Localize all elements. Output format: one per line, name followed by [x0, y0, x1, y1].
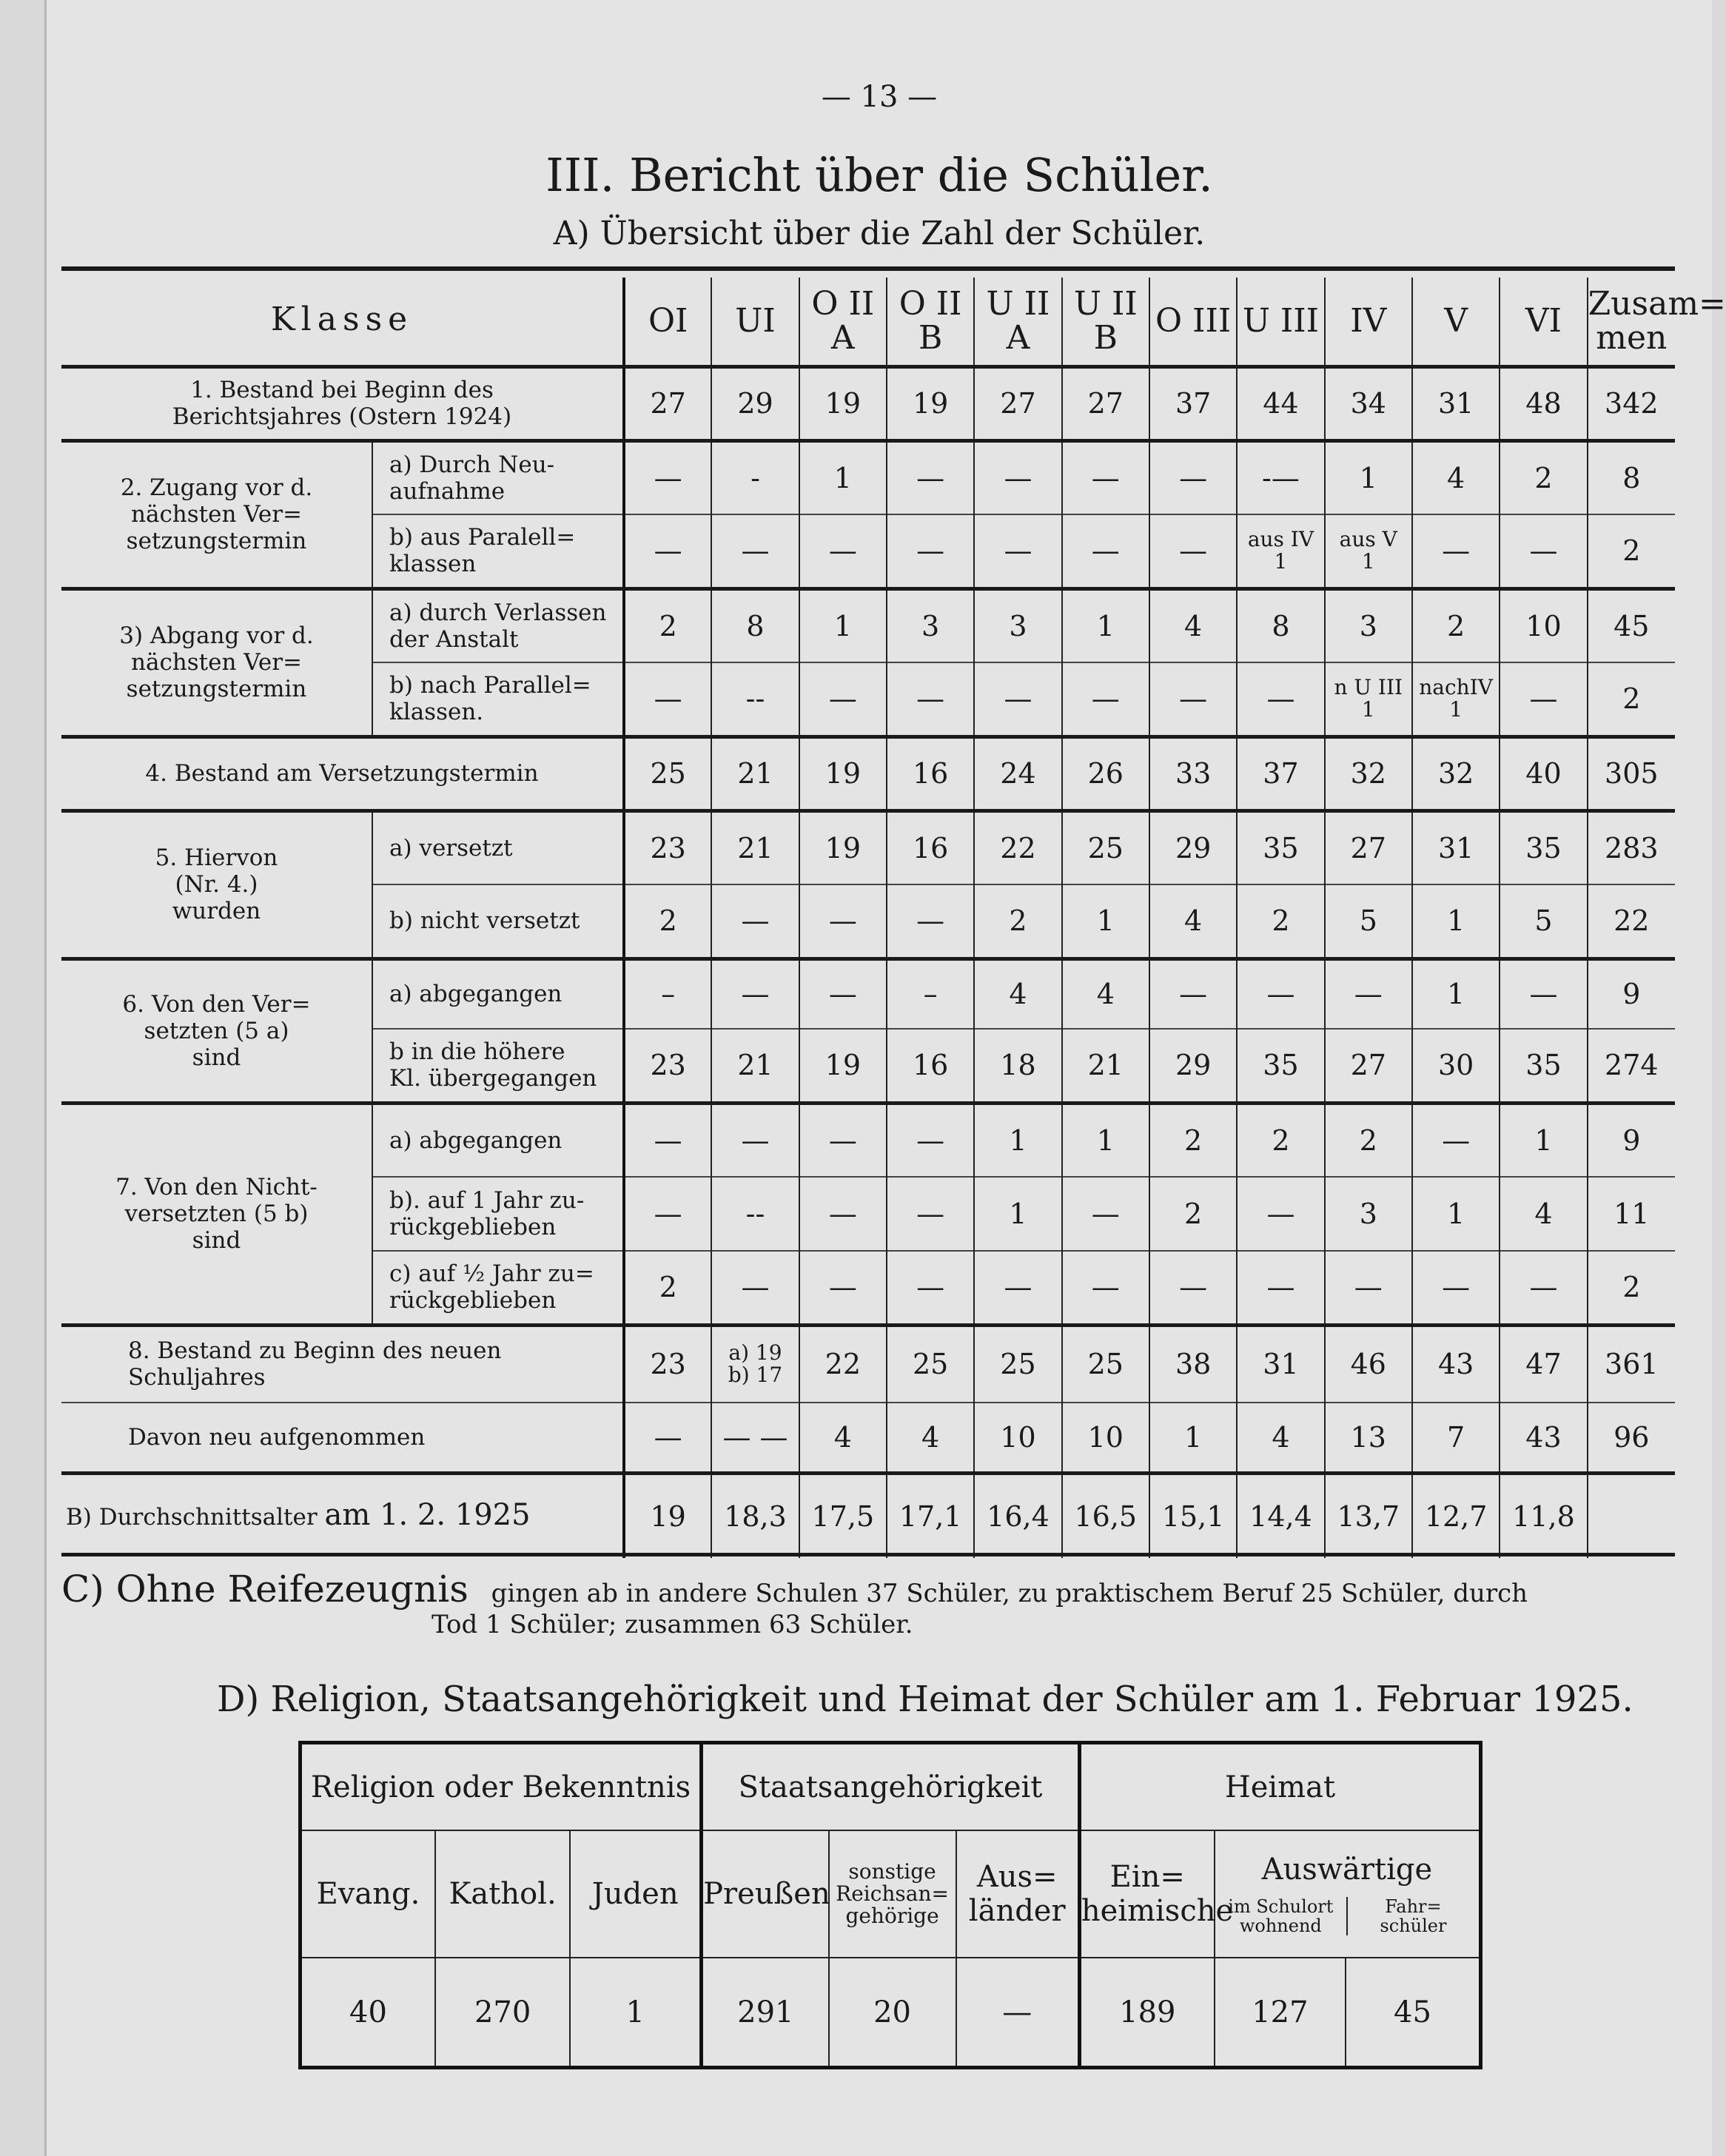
- table-cell: —: [1062, 1177, 1149, 1251]
- table-cell: —: [1149, 662, 1237, 736]
- rel-value: 45: [1346, 1958, 1481, 2068]
- table-cell: nachIV 1: [1412, 662, 1500, 736]
- rel-value: 40: [300, 1958, 435, 2068]
- table-cell: —: [624, 440, 711, 514]
- table-cell: 2: [1149, 1103, 1237, 1177]
- document-page: [44, 0, 1726, 2156]
- row-sublabel: a) abgegangen: [372, 1103, 624, 1177]
- table-cell: aus IV 1: [1237, 514, 1324, 588]
- rel-header-religion: Religion oder Bekenntnis: [300, 1743, 702, 1831]
- table-cell: 24: [974, 736, 1061, 810]
- table-cell: —: [974, 514, 1061, 588]
- table-cell: 1: [1412, 1177, 1500, 1251]
- table-cell: 46: [1325, 1325, 1412, 1403]
- table-cell: 342: [1588, 366, 1675, 440]
- table-cell: 4: [1149, 884, 1237, 958]
- section-c: [61, 1568, 1528, 1611]
- table-cell: —: [1062, 1251, 1149, 1325]
- row-sublabel: b). auf 1 Jahr zu- rückgeblieben: [372, 1177, 624, 1251]
- table-cell: 22: [1588, 884, 1675, 958]
- table-cell: 10: [974, 1403, 1061, 1473]
- row-sublabel: b) aus Paralell= klassen: [372, 514, 624, 588]
- rel-value: 189: [1079, 1958, 1214, 2068]
- table-cell: 27: [1325, 1029, 1412, 1103]
- table-cell: 31: [1237, 1325, 1324, 1403]
- rel-value: 270: [435, 1958, 570, 2068]
- table-cell: 1: [1412, 884, 1500, 958]
- table-cell: 7: [1412, 1403, 1500, 1473]
- class-header: O II A: [799, 278, 887, 366]
- table-cell: 1: [799, 440, 887, 514]
- class-header: VI: [1500, 278, 1587, 366]
- rel-einheimische: Ein= heimische: [1079, 1830, 1214, 1958]
- table-cell: 21: [711, 736, 799, 810]
- table-cell: 1: [1062, 588, 1149, 662]
- table-cell: 19: [799, 810, 887, 884]
- table-cell: —: [1062, 440, 1149, 514]
- table-cell: 1: [1149, 1403, 1237, 1473]
- section-c-line2: Tod 1 Schüler; zusammen 63 Schüler.: [432, 1610, 913, 1639]
- table-cell: —: [887, 440, 974, 514]
- table-cell: aus V 1: [1325, 514, 1412, 588]
- table-cell: 4: [1062, 958, 1149, 1029]
- table-row: [61, 1325, 1675, 1403]
- table-cell: 30: [1412, 1029, 1500, 1103]
- header-klasse: Klasse: [270, 300, 414, 338]
- table-cell: 32: [1325, 736, 1412, 810]
- section-c-line1: gingen ab in andere Schulen 37 Schüler, zu praktischem Beruf 25 Schüler, durch: [491, 1579, 1528, 1608]
- rel-preussen: Preußen: [702, 1830, 829, 1958]
- table-cell: —: [1062, 514, 1149, 588]
- table-cell: —: [1237, 662, 1324, 736]
- table-cell: —: [1500, 514, 1587, 588]
- table-cell: 37: [1237, 736, 1324, 810]
- table-cell: —: [799, 1251, 887, 1325]
- table-cell: 16: [887, 736, 974, 810]
- row-label: 1. Bestand bei Beginn des Berichtsjahres (Ostern 1924): [61, 366, 624, 440]
- average-age-cell: 16,4: [974, 1473, 1061, 1558]
- average-age-label: B) Durchschnittsalter am 1. 2. 1925: [61, 1473, 624, 1558]
- table-cell: —: [799, 514, 887, 588]
- rule-after-table: [61, 1553, 1675, 1556]
- table-row: [61, 810, 1675, 884]
- table-cell: —: [1412, 514, 1500, 588]
- class-header: U III: [1237, 278, 1324, 366]
- table-cell: 31: [1412, 810, 1500, 884]
- table-cell: 27: [624, 366, 711, 440]
- table-cell: —: [1149, 514, 1237, 588]
- table-cell: 35: [1500, 810, 1587, 884]
- table-cell: 19: [799, 366, 887, 440]
- class-header: O III: [1149, 278, 1237, 366]
- table-cell: 4: [1412, 440, 1500, 514]
- table-cell: 25: [1062, 1325, 1149, 1403]
- rel-header-staat: Staatsangehörigkeit: [702, 1743, 1080, 1831]
- table-cell: —: [799, 1177, 887, 1251]
- average-age-cell: 11,8: [1500, 1473, 1587, 1558]
- table-cell: —: [887, 662, 974, 736]
- row-group-label: 3) Abgang vor d. nächsten Ver= setzungstermin: [61, 588, 372, 736]
- table-cell: 3: [1325, 588, 1412, 662]
- row-label: Davon neu aufgenommen: [61, 1403, 624, 1473]
- class-header: V: [1412, 278, 1500, 366]
- table-cell: —: [887, 1177, 974, 1251]
- row-sublabel: b in die höhere Kl. übergegangen: [372, 1029, 624, 1103]
- table-cell: —: [1412, 1251, 1500, 1325]
- table-cell: 3: [1325, 1177, 1412, 1251]
- table-cell: 21: [711, 810, 799, 884]
- table-cell: 4: [887, 1403, 974, 1473]
- table-cell: 23: [624, 1029, 711, 1103]
- table-cell: -—: [1237, 440, 1324, 514]
- table-cell: 43: [1500, 1403, 1587, 1473]
- table-cell: 1: [799, 588, 887, 662]
- table-cell: —: [711, 1251, 799, 1325]
- table-cell: 96: [1588, 1403, 1675, 1473]
- row-group-label: 2. Zugang vor d. nächsten Ver= setzungstermin: [61, 440, 372, 588]
- table-row: [61, 1103, 1675, 1177]
- table-cell: --: [711, 1177, 799, 1251]
- table-cell: —: [974, 662, 1061, 736]
- class-header-total: Zusam= men: [1588, 278, 1675, 366]
- class-header: OI: [624, 278, 711, 366]
- table-cell: 21: [711, 1029, 799, 1103]
- table-cell: 37: [1149, 366, 1237, 440]
- average-age-cell: 17,5: [799, 1473, 887, 1558]
- row-group-label: 5. Hiervon (Nr. 4.) wurden: [61, 810, 372, 958]
- table-cell: 10: [1500, 588, 1587, 662]
- class-header: U II B: [1062, 278, 1149, 366]
- table-cell: 31: [1412, 366, 1500, 440]
- table-cell: 2: [1588, 1251, 1675, 1325]
- rel-value: 20: [829, 1958, 956, 2068]
- table-cell: —: [624, 514, 711, 588]
- average-age-cell: 12,7: [1412, 1473, 1500, 1558]
- average-age-cell: 18,3: [711, 1473, 799, 1558]
- table-cell: --: [711, 662, 799, 736]
- table-cell: 22: [799, 1325, 887, 1403]
- average-age-cell: 14,4: [1237, 1473, 1324, 1558]
- rel-sonstige: sonstige Reichsan= gehörige: [829, 1830, 956, 1958]
- table-cell: 2: [1237, 884, 1324, 958]
- table-cell: 5: [1325, 884, 1412, 958]
- table-cell: —: [799, 1103, 887, 1177]
- table-cell: —: [1325, 1251, 1412, 1325]
- rel-evang: Evang.: [300, 1830, 435, 1958]
- table-cell: 22: [974, 810, 1061, 884]
- row-label: 8. Bestand zu Beginn des neuen Schuljahres: [61, 1325, 624, 1403]
- table-cell: —: [974, 1251, 1061, 1325]
- table-cell: —: [624, 1403, 711, 1473]
- table-cell: —: [711, 514, 799, 588]
- table-cell: –: [887, 958, 974, 1029]
- table-cell: 19: [799, 1029, 887, 1103]
- table-cell: n U III 1: [1325, 662, 1412, 736]
- table-cell: 3: [974, 588, 1061, 662]
- table-cell: 27: [974, 366, 1061, 440]
- table-cell: 2: [1412, 588, 1500, 662]
- class-header: IV: [1325, 278, 1412, 366]
- average-age-cell: 15,1: [1149, 1473, 1237, 1558]
- table-cell: 18: [974, 1029, 1061, 1103]
- table-cell: 29: [711, 366, 799, 440]
- table-cell: —: [1325, 958, 1412, 1029]
- table-cell: —: [974, 440, 1061, 514]
- rel-value: 1: [570, 1958, 701, 2068]
- table-cell: 8: [1237, 588, 1324, 662]
- table-cell: —: [1149, 1251, 1237, 1325]
- table-cell: 26: [1062, 736, 1149, 810]
- table-cell: 1: [1325, 440, 1412, 514]
- table-cell: —: [1149, 440, 1237, 514]
- rel-auslaender: Aus= länder: [956, 1830, 1080, 1958]
- table-cell: 43: [1412, 1325, 1500, 1403]
- table-cell: 9: [1588, 958, 1675, 1029]
- table-cell: 4: [974, 958, 1061, 1029]
- table-cell: 11: [1588, 1177, 1675, 1251]
- row-sublabel: b) nach Parallel= klassen.: [372, 662, 624, 736]
- rel-auswaertige: Auswärtige im Schulort wohnend Fahr= schüler: [1215, 1830, 1481, 1958]
- table-cell: —: [1149, 958, 1237, 1029]
- table-cell: 16: [887, 1029, 974, 1103]
- class-header: U II A: [974, 278, 1061, 366]
- table-cell: 44: [1237, 366, 1324, 440]
- table-cell: —: [887, 514, 974, 588]
- table-cell: —: [887, 1103, 974, 1177]
- table-cell: –: [624, 958, 711, 1029]
- class-header: UI: [711, 278, 799, 366]
- table-cell: 16: [887, 810, 974, 884]
- table-cell: 305: [1588, 736, 1675, 810]
- table-cell: —: [624, 1177, 711, 1251]
- table-cell: 1: [1412, 958, 1500, 1029]
- table-cell: 35: [1237, 1029, 1324, 1103]
- section-a-title: A) Übersicht über die Zahl der Schüler.: [553, 215, 1206, 252]
- table-cell: —: [1237, 1177, 1324, 1251]
- table-cell: 4: [1237, 1403, 1324, 1473]
- table-cell: 2: [1500, 440, 1587, 514]
- average-age-cell: [1588, 1473, 1675, 1558]
- table-cell: 2: [624, 1251, 711, 1325]
- table-cell: —: [1412, 1103, 1500, 1177]
- row-sublabel: c) auf ½ Jahr zu= rückgeblieben: [372, 1251, 624, 1325]
- row-group-label: 6. Von den Ver= setzten (5 a) sind: [61, 958, 372, 1103]
- table-cell: —: [1500, 1251, 1587, 1325]
- page-title: III. Bericht über die Schüler.: [545, 148, 1213, 202]
- table-cell: a) 19 b) 17: [711, 1325, 799, 1403]
- table-cell: 2: [624, 884, 711, 958]
- table-cell: 19: [799, 736, 887, 810]
- top-rule: [61, 266, 1675, 271]
- table-cell: 1: [974, 1103, 1061, 1177]
- row-sublabel: a) durch Verlassen der Anstalt: [372, 588, 624, 662]
- table-cell: 8: [1588, 440, 1675, 514]
- table-cell: 25: [1062, 810, 1149, 884]
- table-row: [61, 366, 1675, 440]
- table-cell: -: [711, 440, 799, 514]
- table-cell: 38: [1149, 1325, 1237, 1403]
- table-cell: —: [711, 958, 799, 1029]
- row-sublabel: a) Durch Neu- aufnahme: [372, 440, 624, 514]
- row-sublabel: a) abgegangen: [372, 958, 624, 1029]
- table-cell: 1: [1062, 884, 1149, 958]
- table-cell: 13: [1325, 1403, 1412, 1473]
- table-row: [61, 588, 1675, 662]
- average-age-row: [61, 1473, 1675, 1558]
- table-cell: 2: [974, 884, 1061, 958]
- table-cell: 8: [711, 588, 799, 662]
- table-cell: 21: [1062, 1029, 1149, 1103]
- table-row: [61, 736, 1675, 810]
- rel-fahrschueler: Fahr= schüler: [1346, 1897, 1479, 1935]
- table-cell: 5: [1500, 884, 1587, 958]
- table-cell: —: [1500, 662, 1587, 736]
- table-cell: —: [887, 1251, 974, 1325]
- average-age-cell: 19: [624, 1473, 711, 1558]
- table-cell: —: [1237, 1251, 1324, 1325]
- table-row: [61, 440, 1675, 514]
- table-cell: —: [799, 958, 887, 1029]
- table-cell: 35: [1500, 1029, 1587, 1103]
- table-cell: —: [1062, 662, 1149, 736]
- table-cell: 3: [887, 588, 974, 662]
- table-cell: 27: [1062, 366, 1149, 440]
- row-label: 4. Bestand am Versetzungstermin: [61, 736, 624, 810]
- table-cell: 47: [1500, 1325, 1587, 1403]
- table-cell: 40: [1500, 736, 1587, 810]
- table-cell: — —: [711, 1403, 799, 1473]
- rel-header-heimat: Heimat: [1079, 1743, 1480, 1831]
- table-cell: 45: [1588, 588, 1675, 662]
- table-cell: —: [887, 884, 974, 958]
- table-cell: 1: [974, 1177, 1061, 1251]
- table-cell: 1: [1062, 1103, 1149, 1177]
- rel-value: 291: [702, 1958, 829, 2068]
- table-cell: 1: [1500, 1103, 1587, 1177]
- table-cell: 4: [1149, 588, 1237, 662]
- table-cell: 23: [624, 810, 711, 884]
- rel-schulort: im Schulort wohnend: [1228, 1896, 1334, 1936]
- row-sublabel: b) nicht versetzt: [372, 884, 624, 958]
- table-cell: —: [711, 884, 799, 958]
- table-cell: 23: [624, 1325, 711, 1403]
- table-cell: 48: [1500, 366, 1587, 440]
- rel-juden: Juden: [570, 1830, 701, 1958]
- table-row: [61, 1403, 1675, 1473]
- student-count-table: [61, 278, 1726, 1558]
- table-cell: 4: [799, 1403, 887, 1473]
- table-cell: —: [624, 1103, 711, 1177]
- table-cell: 274: [1588, 1029, 1675, 1103]
- page-number: — 13 —: [821, 80, 938, 114]
- table-cell: 25: [887, 1325, 974, 1403]
- table-cell: —: [624, 662, 711, 736]
- table-cell: 10: [1062, 1403, 1149, 1473]
- rel-value: 127: [1215, 1958, 1346, 2068]
- section-c-label: C) Ohne Reifezeugnis: [61, 1568, 469, 1611]
- table-cell: 25: [974, 1325, 1061, 1403]
- table-cell: —: [799, 662, 887, 736]
- table-cell: 2: [1325, 1103, 1412, 1177]
- average-age-cell: 17,1: [887, 1473, 974, 1558]
- religion-table: [298, 1741, 1482, 2069]
- table-cell: 33: [1149, 736, 1237, 810]
- row-group-label: 7. Von den Nicht- versetzten (5 b) sind: [61, 1103, 372, 1325]
- table-cell: 29: [1149, 1029, 1237, 1103]
- table-cell: —: [1500, 958, 1587, 1029]
- table-cell: 25: [624, 736, 711, 810]
- table-cell: 29: [1149, 810, 1237, 884]
- table-cell: 34: [1325, 366, 1412, 440]
- table-cell: 283: [1588, 810, 1675, 884]
- table-cell: 9: [1588, 1103, 1675, 1177]
- table-cell: —: [711, 1103, 799, 1177]
- table-cell: 2: [1149, 1177, 1237, 1251]
- table-cell: 2: [1237, 1103, 1324, 1177]
- table-row: [61, 958, 1675, 1029]
- table-cell: 27: [1325, 810, 1412, 884]
- table-cell: 19: [887, 366, 974, 440]
- table-cell: 361: [1588, 1325, 1675, 1403]
- row-sublabel: a) versetzt: [372, 810, 624, 884]
- table-cell: 2: [1588, 514, 1675, 588]
- rel-kathol: Kathol.: [435, 1830, 570, 1958]
- table-cell: —: [1237, 958, 1324, 1029]
- average-age-cell: 16,5: [1062, 1473, 1149, 1558]
- class-header: O II B: [887, 278, 974, 366]
- table-cell: 32: [1412, 736, 1500, 810]
- average-age-cell: 13,7: [1325, 1473, 1412, 1558]
- table-cell: 2: [1588, 662, 1675, 736]
- table-cell: —: [799, 884, 887, 958]
- section-d-title: D) Religion, Staatsangehörigkeit und Heimat der Schüler am 1. Februar 1925.: [217, 1679, 1633, 1720]
- table-cell: 2: [624, 588, 711, 662]
- rel-value: —: [956, 1958, 1080, 2068]
- table-cell: 4: [1500, 1177, 1587, 1251]
- table-cell: 35: [1237, 810, 1324, 884]
